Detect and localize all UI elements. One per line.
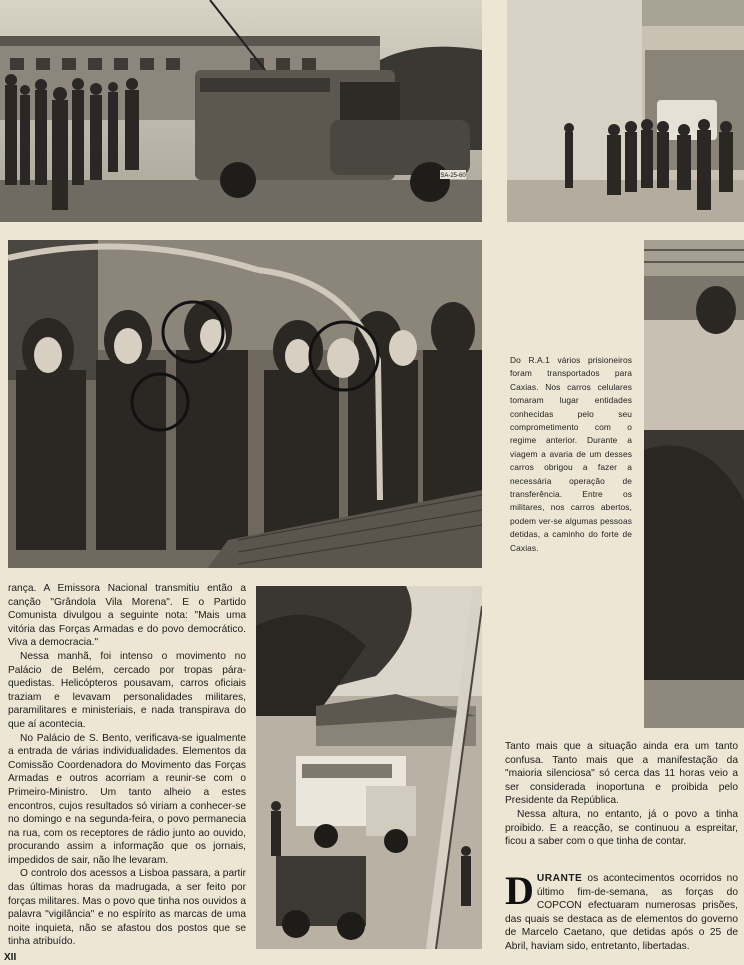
paragraph: Tanto mais que a situação ainda era um tanto confusa. Tanto mais que a manifestação da "maioria silenciosa" só cerca das 11 horas veio a ser considerada inoportuna e proibida pelo Presidente da República. [505,741,738,807]
page-number: XII [4,952,17,963]
paragraph: O controlo dos acessos a Lisboa passara, a partir das últimas horas da madrugada, a ser feito por forças militares. Mas o povo que tinha nos ouvidos a palavra "vigilância" e no espírito as marcas de uma noite inquieta, não se afastou dos postos que se tinha atribuído. [8,868,246,948]
paragraph: Nessa altura, no entanto, já o povo a tinha proibido. E a reacção, se continuou a espreitar, ficou a saber com o que tinha de contar. [505,808,738,848]
photo-soldiers-prisoners [8,240,482,568]
paragraph [505,868,738,954]
paragraph: No Palácio de S. Bento, verificava-se igualmente a entrada de várias individualidades. Elementos da Comissão Coordenadora do Movimento das Forças Armadas e outros acorriam a reunir-se com o Primeiro-Ministro. Um tanto alheio a estes encontros, cujos resultados só viriam a conhecer-se no domingo e na segunda-feira, o povo permanecia na rua, com os receptores de rádio junto ao ouvido, procurando assim a informação que os jornais, impedidos de sair, não lhe levaram. [8,732,246,866]
photo-soldiers-building [507,0,744,222]
paragraph-text: os acontecimentos ocorridos no último fim-de-semana, as forças do COPCON efectuaram numerosas prisões, das quais se destaca as de elementos do governo de Marcelo Caetano, que detidas após o 25 de Abril, haviam sido, entretanto, libertadas. [505,873,738,952]
drop-cap: D [505,868,534,913]
paragraph: rança. A Emissora Nacional transmitiu então a canção "Grândola Vila Morena". E o Partido Comunista divulgou a seguinte nota: "Mais uma vitória das Forças Armadas e do povo democrático. Viva a democracia." [8,583,246,649]
license-plate: SA-25-60 [440,173,466,179]
lead-word: URANTE [536,873,583,884]
paragraph: Nessa manhã, foi intenso o movimento no Palácio de Belém, cercado por tropas pára-quedistas. Helicópteros pousavam, carros oficiais traziam e levavam personalidades militares, paramilitares e ministeriais, e nada transpirava do que aí acontecia. [8,650,246,730]
photo-vehicles-village [256,586,482,949]
photo-right-strip [644,240,744,728]
photo-caption: Do R.A.1 vários prisioneiros foram transportados para Caxias. Nos carros celulares tomaram lugar entidades conhecidas pelo seu comprometimento com o regime anterior. Durante a viagem a avaria de um desses carros obrigou a fazer a necessária operação de transferência. Entre os militares, nos carros abertos, podem ver-se algumas pessoas detidas, a caminho do forte de Caxias. [510,355,632,553]
photo-prison-truck [0,0,482,222]
article-column-left [8,582,246,949]
article-column-right-top [505,740,738,849]
article-column-right-bottom [505,868,738,954]
